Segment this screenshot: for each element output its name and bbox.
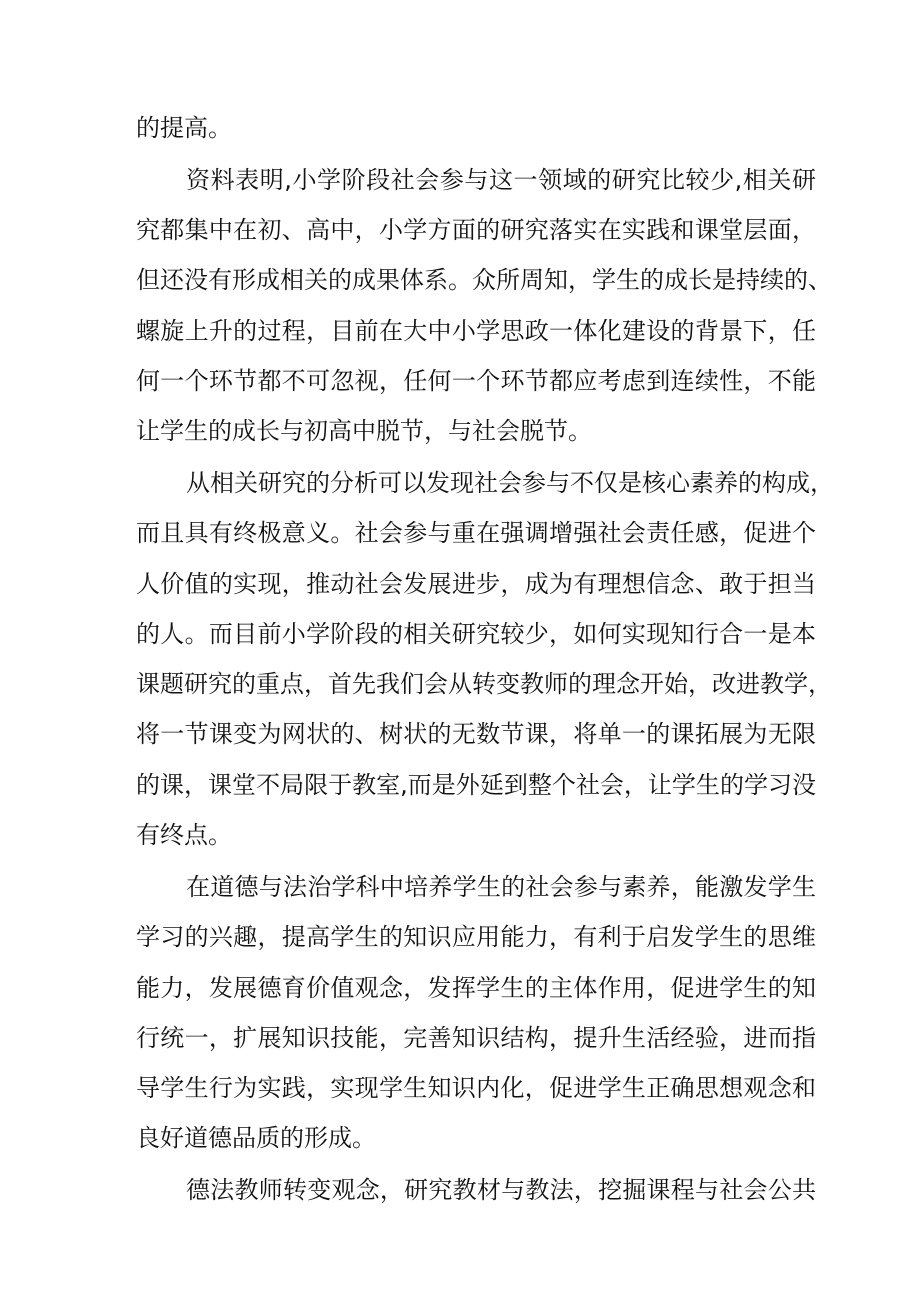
text-line: 的提高。 [136,114,232,142]
text-line: 的人。而目前小学阶段的相关研究较少，如何实现知行合一是本 [136,620,816,648]
text-line: 的课，课堂不局限于教室,而是外延到整个社会，让学生的学习没 [136,771,816,799]
text-line: 能力，发展德育价值观念，发挥学生的主体作用，促进学生的知 [136,974,816,1002]
text-line: 将一节课变为网状的、树状的无数节课，将单一的课拓展为无限 [136,720,816,748]
text-line: 从相关研究的分析可以发现社会参与不仅是核心素养的构成， [186,469,834,497]
text-line: 德法教师转变观念，研究教材与教法，挖掘课程与社会公共 [186,1176,816,1204]
text-line: 究都集中在初、高中，小学方面的研究落实在实践和课堂层面， [136,216,816,244]
text-line: 资料表明,小学阶段社会参与这一领域的研究比较少,相关研 [186,166,816,194]
text-line: 行统一，扩展知识技能，完善知识结构，提升生活经验，进而指 [136,1024,816,1052]
text-line: 学习的兴趣，提高学生的知识应用能力，有利于启发学生的思维 [136,923,816,951]
text-line: 螺旋上升的过程，目前在大中小学思政一体化建设的背景下，任 [136,317,816,345]
text-line: 人价值的实现，推动社会发展进步，成为有理想信念、敢于担当 [136,570,816,598]
text-line: 课题研究的重点，首先我们会从转变教师的理念开始，改进教学， [136,670,832,698]
text-line: 在道德与法治学科中培养学生的社会参与素养，能激发学生 [186,873,816,901]
text-line: 有终点。 [136,821,232,849]
text-line: 但还没有形成相关的成果体系。众所周知，学生的成长是持续的、 [136,266,832,294]
text-line: 而且具有终极意义。社会参与重在强调增强社会责任感，促进个 [136,519,816,547]
text-line: 何一个环节都不可忽视，任何一个环节都应考虑到连续性，不能 [136,367,816,395]
text-line: 让学生的成长与初高中脱节，与社会脱节。 [136,417,592,445]
text-line: 良好道德品质的形成。 [136,1124,376,1152]
text-line: 导学生行为实践，实现学生知识内化，促进学生正确思想观念和 [136,1074,816,1102]
